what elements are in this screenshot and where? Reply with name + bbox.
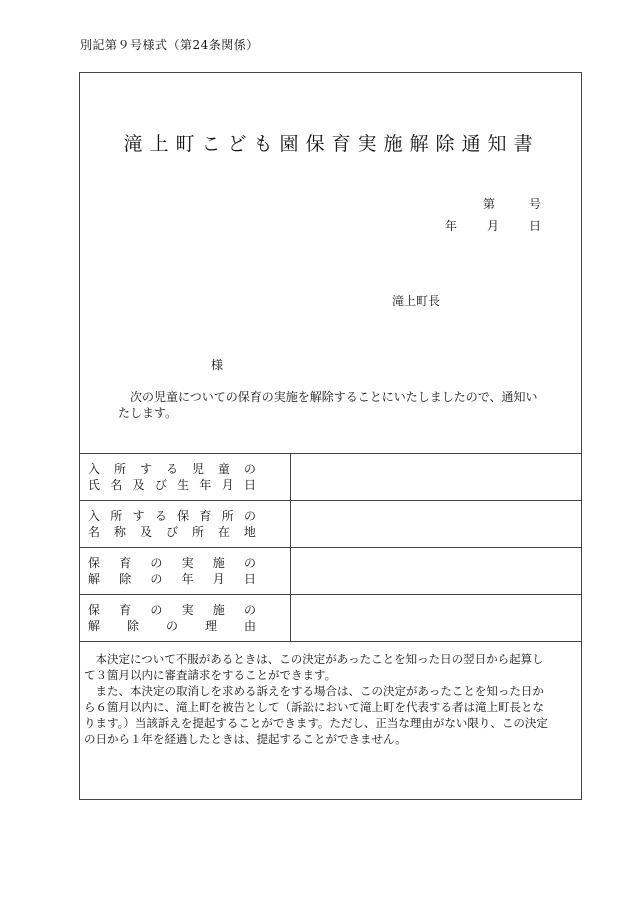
document-number [483, 195, 541, 212]
appeal-notice [84, 651, 554, 747]
date-year: 年 [444, 219, 457, 233]
row-label-line: 氏 名 及 び 生 年 月 日 [88, 478, 256, 492]
table-row [80, 595, 581, 642]
addressee-honorific: 様 [211, 358, 224, 372]
row-label-line: 名 称 及 び 所 在 地 [88, 525, 256, 539]
row-label-line: 保 育 の 実 施 の [88, 603, 256, 617]
info-table [80, 453, 581, 642]
date-month: 月 [486, 219, 499, 233]
document-date [445, 217, 541, 234]
row-label-line: 保 育 の 実 施 の [88, 556, 256, 570]
row-label [80, 501, 291, 548]
row-value [291, 501, 581, 548]
table-row [80, 501, 581, 548]
notice-body-text: 次の児童についての保育の実施を解除することにいたしましたので、通知いたします。 [118, 390, 538, 420]
notice-form-frame [79, 72, 582, 800]
row-label-line: 入 所 す る 保 育 所 の [88, 509, 256, 523]
appeal-notice-paragraph: また、本決定の取消しを求める訴えをする場合は、この決定があったことを知った日から６箇月以内に、滝上町を被告として（訴訟において滝上町を代表する者は滝上町長となります。）当該訴えを提起することができます。ただし、正当な理由がない限り、この決定の日から１年を経過したときは、提起することができません。 [84, 684, 548, 746]
appeal-notice-paragraph: 本決定について不服があるときは、この決定があったことを知った日の翌日から起算して３箇月以内に審査請求をすることができます。 [84, 652, 544, 682]
row-label-line: 解 除 の 年 月 日 [88, 572, 256, 586]
issuer-name: 滝上町長 [392, 294, 441, 308]
form-label: 別記第９号様式（第24条関係） [80, 38, 259, 52]
table-row [80, 548, 581, 595]
row-label-line: 入 所 す る 児 童 の [88, 462, 256, 476]
document-number-prefix: 第 [482, 197, 495, 211]
row-label-line: 解 除 の 理 由 [88, 619, 256, 633]
date-day: 日 [528, 219, 541, 233]
row-value [291, 548, 581, 595]
row-value [291, 595, 581, 642]
table-row [80, 454, 581, 501]
row-label [80, 595, 291, 642]
row-value [291, 454, 581, 501]
row-label [80, 548, 291, 595]
row-label [80, 454, 291, 501]
document-title: 滝上町こども園保育実施解除通知書 [123, 133, 540, 155]
document-number-suffix: 号 [528, 197, 541, 211]
